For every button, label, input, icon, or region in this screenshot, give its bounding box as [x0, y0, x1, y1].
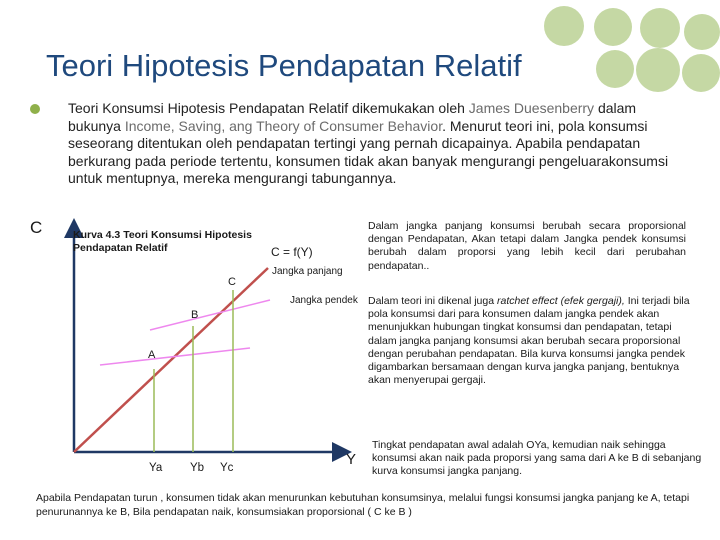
long-run-consumption-line: [74, 268, 268, 452]
point-c-label: C: [228, 276, 236, 288]
bottom-paragraph: Apabila Pendapatan turun , konsumen tidak akan menurunkan kebutuhan konsumsinya, melalui fungsi konsumsi jangka panjang ke A, tetapi penurunannya ke B, Bila pendapatan naik, konsumsiakan proporsional ( C ke B ): [36, 492, 690, 518]
income-paragraph: Tingkat pendapatan awal adalah OYa, kemudian naik sehingga konsumsi akan naik pada proporsi yang sama dari A ke B di sebanjang kurva konsumsi jangka panjang.: [372, 439, 702, 478]
author-name: James Duesenberry: [468, 100, 595, 116]
tick-yb: Yb: [190, 462, 205, 474]
diagram-title: [73, 229, 252, 254]
ratchet-effect-term: ratchet effect (efek gergaji),: [496, 295, 625, 307]
diagram-title-line2: Pendapatan Relatif: [73, 241, 168, 254]
ratchet-text-start: Dalam teori ini dikenal juga: [368, 295, 497, 307]
ratchet-effect-paragraph: [368, 295, 703, 387]
long-run-paragraph: Dalam jangka panjang konsumsi berubah secara proporsional dengan Pendapatan, Akan tetapi dalam Jangka pendek konsumsi berubah dalam proporsi yang lebih kecil dari perubahan pendapatan..: [368, 220, 686, 272]
intro-text-end: . Menurut teori ini, pola konsumsi seseorang ditentukan oleh pendapatan tertingi yang pernah dicapainya. Apabila pendapatan berkurang pada periode tertentu, konsumen tidak akan banyak mengurangi pengeluarakonsumsi untuk mentupnya, mereka mengurangi tabungannya.: [68, 117, 669, 186]
short-run-label: Jangka pendek: [290, 295, 358, 306]
function-label: C = f(Y): [271, 245, 313, 259]
diagram-title-line1: Kurva 4.3 Teori Konsumsi Hipotesis: [73, 229, 252, 241]
point-a-label: A: [148, 349, 156, 361]
intro-text-middle: dalam bukunya: [68, 100, 637, 134]
intro-text-start: Teori Konsumsi Hipotesis Pendapatan Relatif dikemukakan oleh: [68, 100, 469, 116]
tick-ya: Ya: [149, 462, 163, 474]
ratchet-text-end: Ini terjadi bila pola konsumsi dari para konsumen dalam jangka pendek akan menunjukkan hubungan tingkat konsumsi dan pendapatan, tetapi dalam jangka panjang konsumsi akan berubah secara proporsional dengan perubahan pendapatan. Bila kurva konsumsi jangka pendek digambarkan bersamaan dengan kurva jangka panjang, bentuknya akan menyerupai gergaji.: [368, 295, 690, 387]
point-b-label: B: [191, 309, 199, 321]
short-run-consumption-line-upper: [150, 300, 270, 330]
book-title: Income, Saving, ang Theory of Consumer Behavior: [124, 117, 443, 134]
y-axis-label: C: [30, 218, 43, 237]
tick-yc: Yc: [220, 462, 234, 474]
x-axis-label: Y: [346, 451, 357, 468]
short-run-consumption-line-lower: [100, 348, 250, 365]
page-title: Teori Hipotesis Pendapatan Relatif: [46, 48, 522, 83]
long-run-label: Jangka panjang: [272, 266, 343, 277]
